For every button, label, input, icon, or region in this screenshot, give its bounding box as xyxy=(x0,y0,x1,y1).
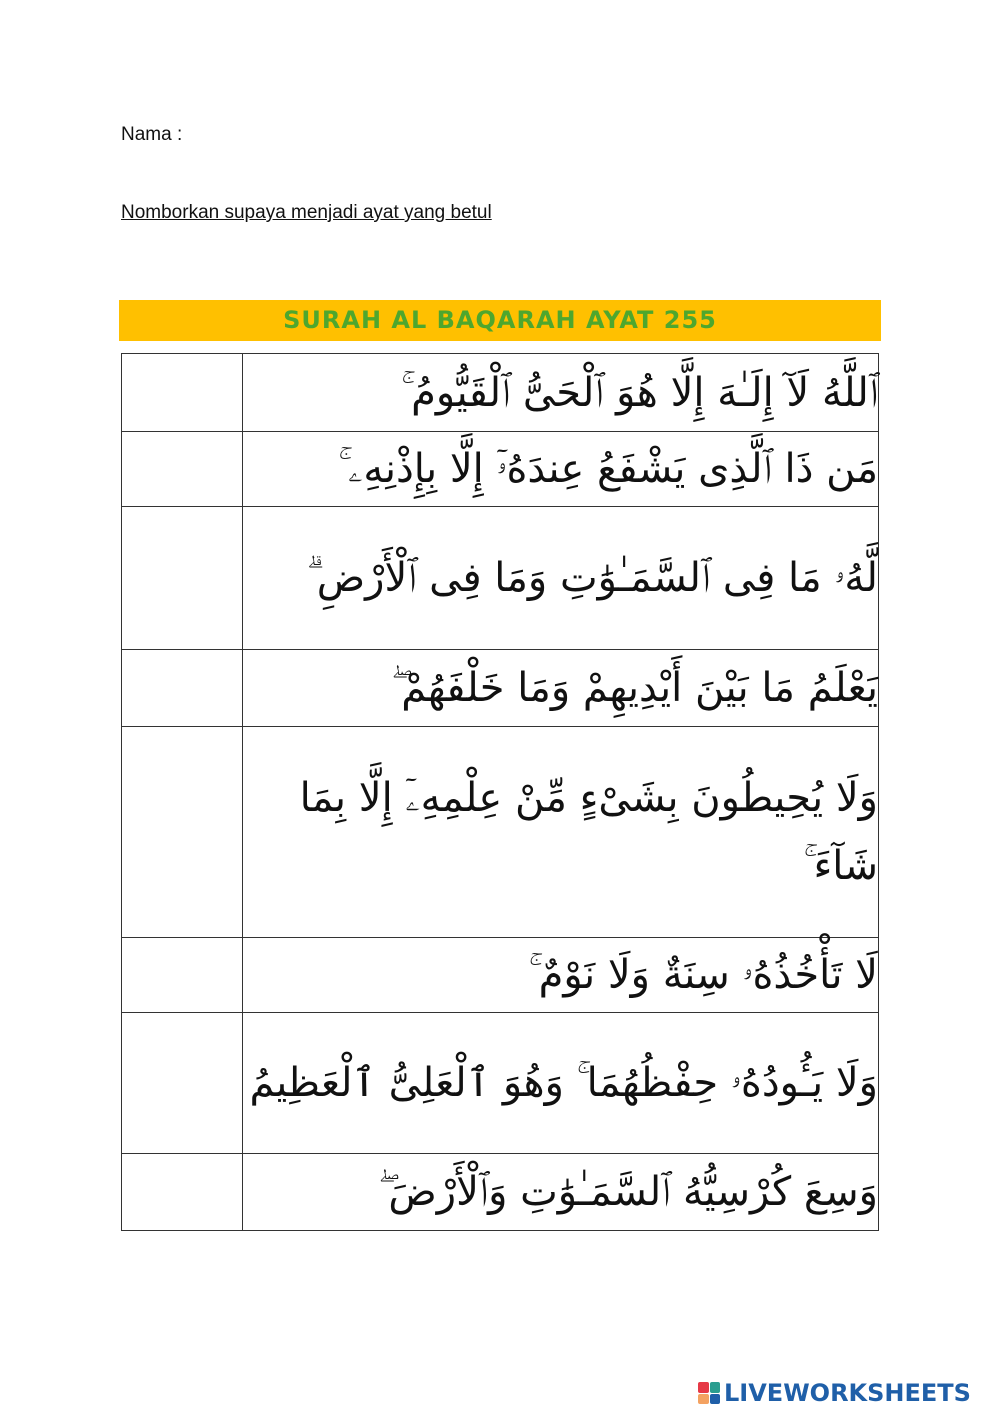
table-row xyxy=(122,507,879,650)
ayat-text-cell: وَسِعَ كُرْسِيُّهُ ٱلسَّمَـٰوَٰتِ وَٱلْأَرْضَ ۖ xyxy=(243,1154,879,1231)
number-answer-cell[interactable] xyxy=(122,727,243,938)
number-answer-cell[interactable] xyxy=(122,650,243,727)
ayat-text-cell: لَا تَأْخُذُهُۥ سِنَةٌ وَلَا نَوْمٌ ۚ xyxy=(243,938,879,1013)
number-answer-cell[interactable] xyxy=(122,1013,243,1154)
table-row xyxy=(122,1013,879,1154)
ayat-text-cell: يَعْلَمُ مَا بَيْنَ أَيْدِيهِمْ وَمَا خَلْفَهُمْ ۖ xyxy=(243,650,879,727)
instruction-text: Nomborkan supaya menjadi ayat yang betul xyxy=(121,202,492,223)
table-row xyxy=(122,354,879,432)
number-answer-cell[interactable] xyxy=(122,354,243,432)
table-row xyxy=(122,1154,879,1231)
surah-title-banner: SURAH AL BAQARAH AYAT 255 xyxy=(119,300,881,341)
name-label: Nama : xyxy=(121,124,183,145)
logo-text: LIVEWORKSHEETS xyxy=(724,1379,971,1407)
ayat-text-cell: ٱللَّهُ لَآ إِلَـٰهَ إِلَّا هُوَ ٱلْحَىُّ ٱلْقَيُّومُ ۚ xyxy=(243,354,879,432)
table-row xyxy=(122,650,879,727)
ayat-text-cell: مَن ذَا ٱلَّذِى يَشْفَعُ عِندَهُۥٓ إِلَّا بِإِذْنِهِۦ ۚ xyxy=(243,432,879,507)
table-row xyxy=(122,432,879,507)
number-answer-cell[interactable] xyxy=(122,507,243,650)
table-row xyxy=(122,938,879,1013)
number-answer-cell[interactable] xyxy=(122,938,243,1013)
ayat-text-cell: وَلَا يُحِيطُونَ بِشَىْءٍ مِّنْ عِلْمِهِۦٓ إِلَّا بِمَا شَآءَ ۚ xyxy=(243,727,879,938)
liveworksheets-logo xyxy=(698,1380,971,1406)
logo-grid-icon xyxy=(698,1382,720,1404)
ayat-text-cell: وَلَا يَـُٔودُهُۥ حِفْظُهُمَا ۚ وَهُوَ ٱلْعَلِىُّ ٱلْعَظِيمُ xyxy=(243,1013,879,1154)
number-answer-cell[interactable] xyxy=(122,432,243,507)
ayat-ordering-table xyxy=(121,353,879,1231)
number-answer-cell[interactable] xyxy=(122,1154,243,1231)
table-row xyxy=(122,727,879,938)
ayat-text-cell: لَّهُۥ مَا فِى ٱلسَّمَـٰوَٰتِ وَمَا فِى ٱلْأَرْضِ ۗ xyxy=(243,507,879,650)
